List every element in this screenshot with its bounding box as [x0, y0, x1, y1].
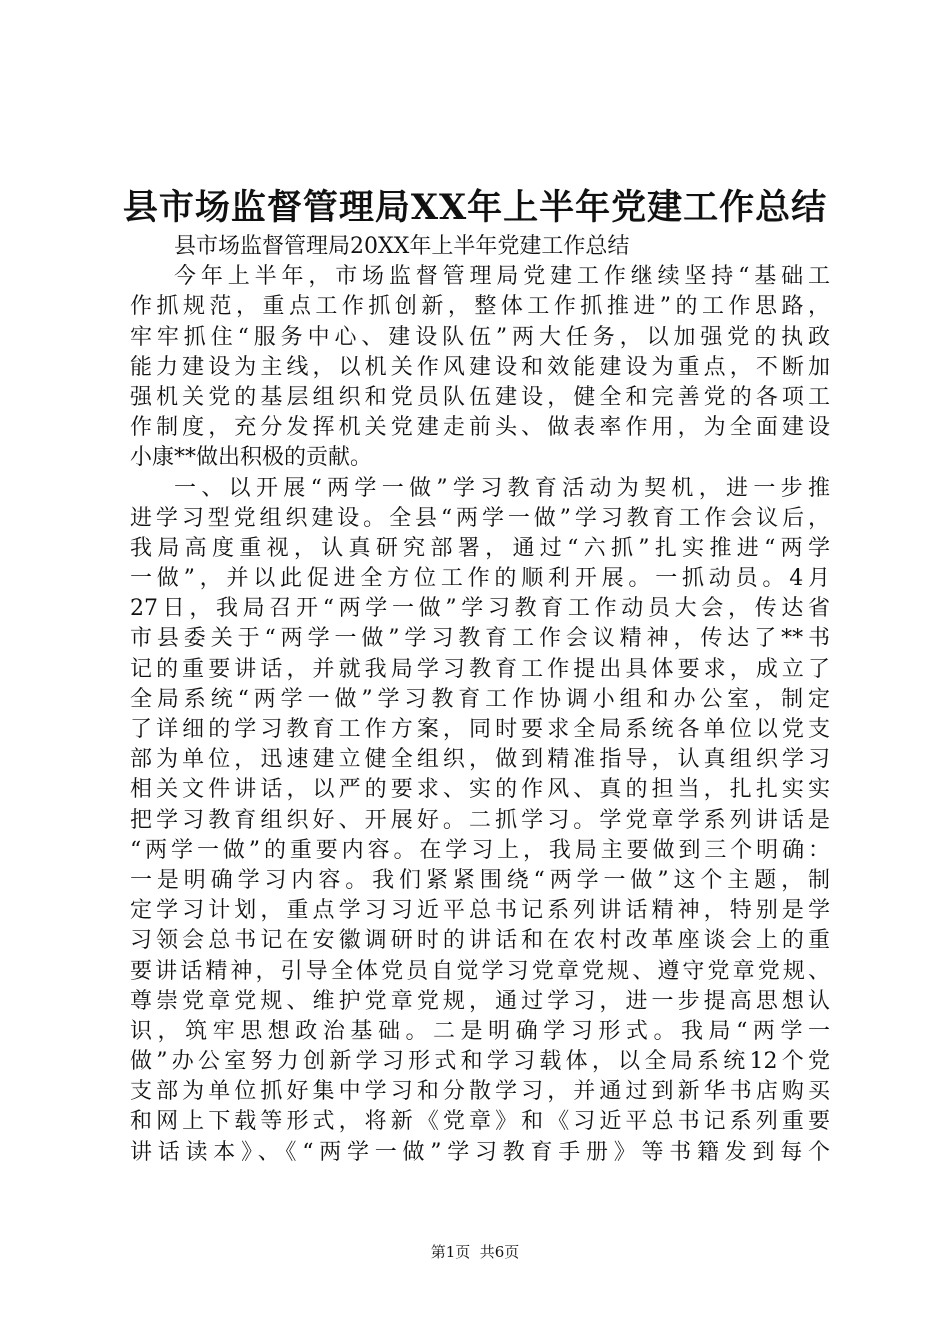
text-line: 讲话读本》、《“两学一做”学习教育手册》等书籍发到每个 [130, 1139, 830, 1165]
text-line: 一做”，并以此促进全方位工作的顺利开展。一抓动员。4月 [130, 566, 830, 592]
text-line: 习领会总书记在安徽调研时的讲话和在农村改革座谈会上的重 [130, 928, 830, 954]
text-line: 县市场监督管理局20XX年上半年党建工作总结 [174, 234, 630, 259]
text-line: 一、以开展“两学一做”学习教育活动为契机，进一步推 [174, 475, 830, 501]
text-line: 今年上半年，市场监督管理局党建工作继续坚持“基础工 [174, 264, 830, 290]
text-line: 记的重要讲话，并就我局学习教育工作提出具体要求，成立了 [130, 656, 830, 682]
text-line: 和网上下载等形式，将新《党章》和《习近平总书记系列重要 [130, 1109, 830, 1135]
text-line: 了详细的学习教育工作方案，同时要求全局系统各单位以党支 [130, 717, 830, 742]
text-line: 全局系统“两学一做”学习教育工作协调小组和办公室，制定 [130, 686, 830, 712]
text-line: 小康**做出积极的贡献。 [130, 445, 373, 471]
text-line: 牢牢抓住“服务中心、建设队伍”两大任务，以加强党的执政 [130, 324, 830, 350]
text-line: 强机关党的基层组织和党员队伍建设，健全和完善党的各项工 [130, 384, 830, 410]
page-number-footer: 第1页 共6页 [430, 1243, 520, 1261]
text-line: 我局高度重视，认真研究部署，通过“六抓”扎实推进“两学 [130, 535, 830, 561]
text-line: 尊崇党章党规、维护党章党规，通过学习，进一步提高思想认 [130, 988, 830, 1014]
text-line: 把学习教育组织好、开展好。二抓学习。学党章学系列讲话是 [130, 807, 830, 833]
text-line: 作抓规范，重点工作抓创新，整体工作抓推进”的工作思路， [130, 294, 830, 320]
text-line: 支部为单位抓好集中学习和分散学习，并通过到新华书店购买 [130, 1079, 830, 1105]
document-body [130, 232, 830, 1168]
text-line: 定学习计划，重点学习习近平总书记系列讲话精神，特别是学 [130, 898, 830, 924]
text-line: 一是明确学习内容。我们紧紧围绕“两学一做”这个主题，制 [130, 867, 830, 893]
text-line: 相关文件讲话，以严的要求、实的作风、真的担当，扎扎实实 [130, 777, 830, 803]
text-line: 能力建设为主线，以机关作风建设和效能建设为重点，不断加 [130, 354, 830, 380]
text-line: “两学一做”的重要内容。在学习上，我局主要做到三个明确： [130, 837, 830, 863]
text-line: 要讲话精神，引导全体党员自觉学习党章党规、遵守党章党规、 [130, 958, 830, 984]
text-line: 27日，我局召开“两学一做”学习教育工作动员大会，传达省 [130, 596, 830, 622]
text-line: 部为单位，迅速建立健全组织，做到精准指导，认真组织学习 [130, 747, 830, 773]
text-line: 做”办公室努力创新学习形式和学习载体，以全局系统12个党 [130, 1049, 830, 1075]
document-title: 县市场监督管理局XX年上半年党建工作总结 [122, 187, 828, 228]
text-line: 市县委关于“两学一做”学习教育工作会议精神，传达了**书 [130, 626, 830, 652]
text-line: 识，筑牢思想政治基础。二是明确学习形式。我局“两学一 [130, 1018, 830, 1044]
text-line: 作制度，充分发挥机关党建走前头、做表率作用，为全面建设 [130, 415, 830, 441]
text-line: 进学习型党组织建设。全县“两学一做”学习教育工作会议后， [130, 505, 830, 531]
